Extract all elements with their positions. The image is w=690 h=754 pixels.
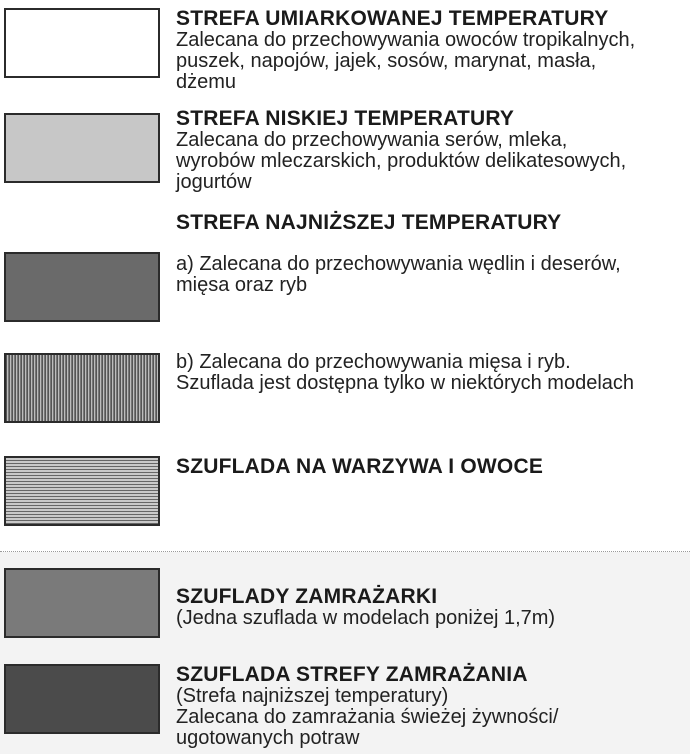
zone-text <box>176 212 686 234</box>
zone-description-line: wyrobów mleczarskich, produktów delikatesowych, <box>176 150 627 172</box>
zone-heading: STREFA NISKIEJ TEMPERATURY <box>176 107 515 130</box>
zone-text <box>176 8 686 93</box>
zone-description-line: b) Zalecana do przechowywania mięsa i ryb. <box>176 351 571 373</box>
zone-description-line: Zalecana do przechowywania owoców tropikalnych, <box>176 29 636 51</box>
zone-heading: STREFA UMIARKOWANEJ TEMPERATURY <box>176 7 609 30</box>
zone-heading: SZUFLADA STREFY ZAMRAŻANIA <box>176 663 528 686</box>
zone-description-line: (Jedna szuflada w modelach poniżej 1,7m) <box>176 607 556 629</box>
section-divider <box>0 551 690 552</box>
swatch-darkest-gray <box>4 664 160 734</box>
zone-description-line: puszek, napojów, jajek, sosów, marynat, masła, <box>176 50 597 72</box>
zone-text <box>176 108 686 193</box>
swatch-dark-gray <box>4 252 160 322</box>
zone-description-line: ugotowanych potraw <box>176 727 360 749</box>
zone-subtext-b <box>176 352 686 394</box>
zone-description-line: jogurtów <box>176 171 252 193</box>
zone-description-line: Szuflada jest dostępna tylko w niektórych modelach <box>176 372 635 394</box>
zone-description-line: mięsa oraz ryb <box>176 274 308 296</box>
swatch-vertical-stripes <box>4 353 160 423</box>
swatch-white <box>4 8 160 78</box>
zone-description-line: (Strefa najniższej temperatury) <box>176 685 449 707</box>
zone-heading: SZUFLADA NA WARZYWA I OWOCE <box>176 455 544 478</box>
swatch-medium-gray <box>4 568 160 638</box>
zone-text <box>176 664 686 749</box>
zone-subtext-a <box>176 254 686 296</box>
zone-heading: STREFA NAJNIŻSZEJ TEMPERATURY <box>176 211 562 234</box>
zone-text <box>176 456 686 478</box>
swatch-light-gray <box>4 113 160 183</box>
zone-description-line: a) Zalecana do przechowywania wędlin i deserów, <box>176 253 621 275</box>
zone-text <box>176 586 686 629</box>
zone-description-line: Zalecana do przechowywania serów, mleka, <box>176 129 568 151</box>
zone-description-line: dżemu <box>176 71 237 93</box>
zone-description-line: Zalecana do zamrażania świeżej żywności/ <box>176 706 559 728</box>
swatch-horizontal-stripes <box>4 456 160 526</box>
zone-heading: SZUFLADY ZAMRAŻARKI <box>176 585 438 608</box>
